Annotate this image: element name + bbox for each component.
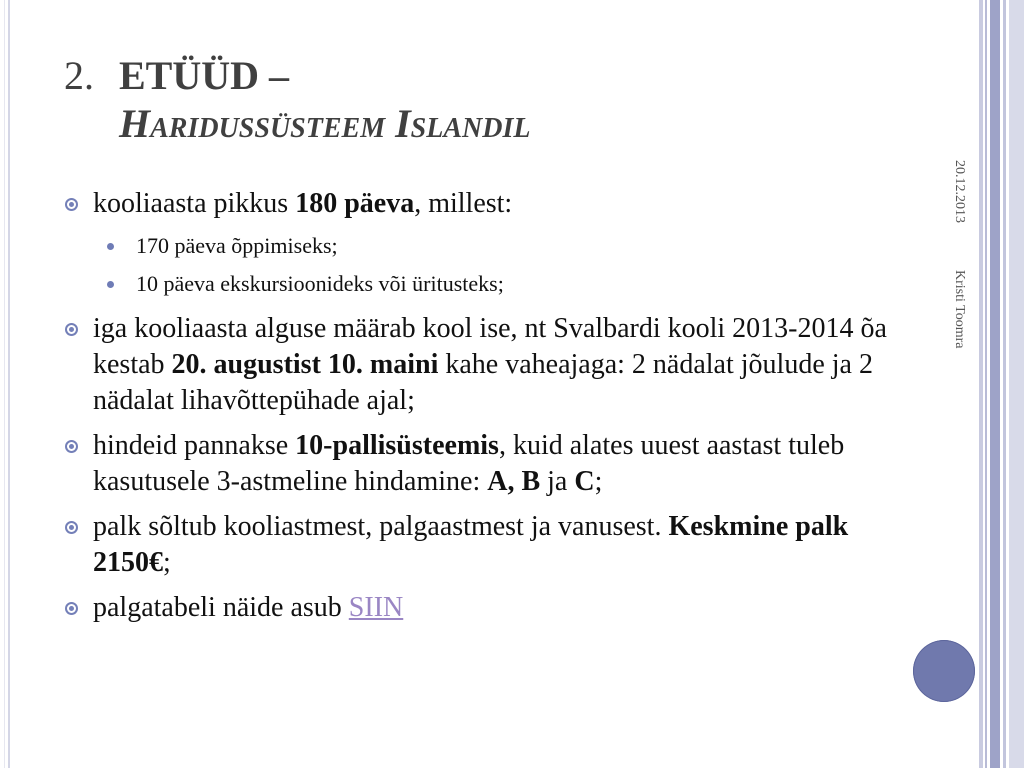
title-number: 2. — [64, 53, 94, 98]
bullet-text: palgatabeli näide asub — [93, 592, 349, 623]
title-line-2: Haridussüsteem Islandil — [119, 101, 531, 146]
bullet-text: , kuid alates uuest aastast tuleb kasutusele 3-astmeline hindamine: — [93, 430, 845, 497]
bullet-bold-text: Keskmine palk 2150€ — [93, 511, 849, 578]
decor-stripe — [1003, 0, 1006, 768]
bullet-text: kooliaasta pikkus — [93, 188, 296, 219]
bullet-icon — [65, 521, 78, 534]
left-border-line — [4, 0, 5, 768]
decor-stripe — [1009, 0, 1024, 768]
bullet-text: ja — [540, 466, 575, 497]
sub-bullet-text: 170 päeva õppimiseks; — [136, 233, 338, 258]
bullet-item — [64, 590, 894, 626]
slide-body — [64, 186, 894, 635]
bullet-text: ; — [163, 547, 171, 578]
bullet-item — [64, 509, 894, 581]
decor-circle — [913, 640, 975, 702]
bullet-icon — [65, 323, 78, 336]
sub-bullet-icon — [107, 281, 114, 288]
slide-author: Kristi Toomra — [952, 270, 967, 349]
sub-bullet-icon — [107, 243, 114, 250]
bullet-text: kahe vaheajaga: 2 nädalat jõulude ja 2 nädalat lihavõttepühade ajal; — [93, 349, 873, 416]
bullet-text: ; — [594, 466, 603, 497]
bullet-text: palk sõltub kooliastmest, palgaastmest ja vanusest. — [93, 511, 669, 542]
bullet-bold-text: A, B — [487, 466, 541, 497]
bullet-text: iga kooliaasta alguse määrab kool ise, nt Svalbardi kooli 2013-2014 õa kestab — [93, 313, 887, 380]
bullet-icon — [65, 602, 78, 615]
bullet-bold-text: 20. augustist 10. maini — [171, 349, 439, 380]
sub-bullet-text: 10 päeva ekskursioonideks või üritusteks; — [136, 271, 504, 296]
decor-stripe — [985, 0, 987, 768]
slide-date: 20.12.2013 — [952, 160, 967, 223]
bullet-item — [64, 428, 894, 500]
bullet-icon — [65, 198, 78, 211]
siin-link[interactable]: SIIN — [348, 592, 404, 623]
title-line-1: ETÜÜD – — [119, 53, 290, 98]
bullet-icon — [65, 440, 78, 453]
bullet-text: , millest: — [414, 188, 513, 219]
left-border-line — [8, 0, 10, 768]
sub-bullet-item — [64, 269, 894, 299]
decor-stripe — [990, 0, 1000, 768]
bullet-bold-text: 10-pallisüsteemis — [295, 430, 499, 461]
bullet-bold-text: 180 päeva — [295, 188, 415, 219]
bullet-text: hindeid pannakse — [93, 430, 296, 461]
bullet-bold-text: C — [574, 466, 595, 497]
bullet-item — [64, 186, 894, 222]
sub-bullet-item — [64, 231, 894, 261]
decor-stripe — [979, 0, 983, 768]
bullet-item — [64, 311, 894, 419]
slide-title — [64, 52, 530, 148]
